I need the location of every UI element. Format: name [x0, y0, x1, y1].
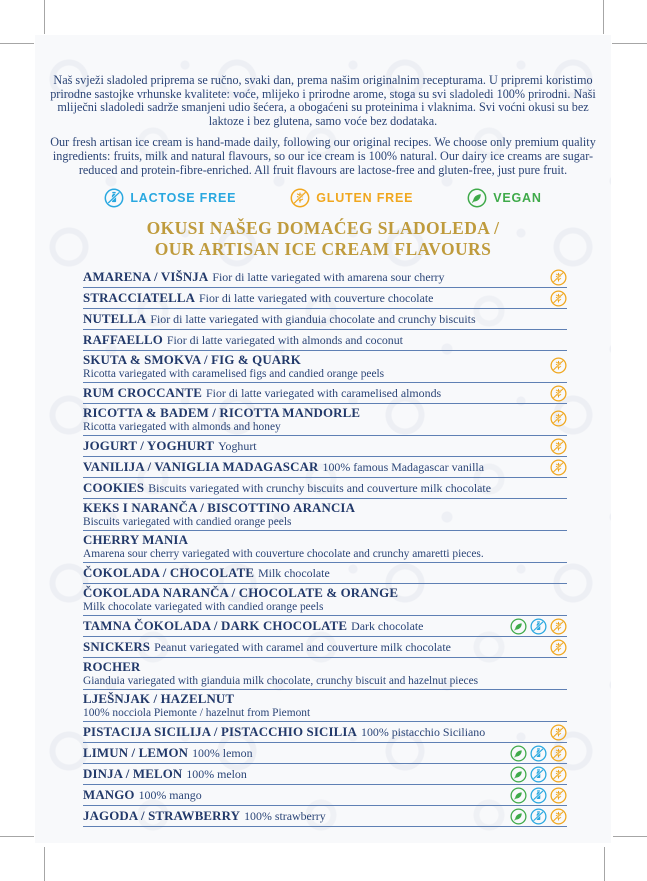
flavour-name: KEKS I NARANČA / BISCOTTINO ARANCIA [83, 501, 356, 516]
gluten-free-icon [290, 188, 310, 208]
crop-mark-bottom-left-v [44, 847, 45, 881]
lactose-free-icon [530, 745, 547, 762]
badge-label: LACTOSE FREE [130, 191, 237, 206]
flavour-description: Fior di latte variegated with caramelised almonds [206, 386, 442, 401]
gluten-free-icon [550, 269, 567, 286]
flavour-row [83, 330, 567, 351]
flavour-row [83, 383, 567, 404]
flavour-description: Fior di latte variegated with amarena sour cherry [212, 270, 445, 285]
flavour-description: 100% lemon [192, 746, 253, 761]
flavour-name: JAGODA / STRAWBERRY [83, 809, 241, 824]
flavour-description: 100% nocciola Piemonte / hazelnut from Piemont [83, 707, 311, 720]
flavour-name: CHERRY MANIA [83, 533, 189, 548]
flavour-name: LIMUN / LEMON [83, 746, 189, 761]
menu-title-line1: OKUSI NAŠEG DOMAĆEG SLADOLEDA / [146, 218, 500, 239]
dietary-badges-row [35, 188, 611, 208]
menu-title-line2: OUR ARTISAN ICE CREAM FLAVOURS [154, 239, 492, 260]
gluten-free-icon [550, 290, 567, 307]
flavour-diet-icons [510, 745, 567, 762]
crop-mark-bottom-right-h [613, 836, 647, 837]
flavour-name: ROCHER [83, 660, 141, 675]
gluten-free-icon [550, 385, 567, 402]
flavour-row [83, 785, 567, 806]
flavour-name: COOKIES [83, 481, 145, 496]
flavour-description: 100% melon [186, 767, 247, 782]
flavour-name: NUTELLA [83, 312, 147, 327]
flavour-name: SKUTA & SMOKVA / FIG & QUARK [83, 353, 301, 368]
flavour-description: Peanut variegated with caramel and couverture milk chocolate [154, 640, 451, 655]
badge-gluten-free [290, 188, 413, 208]
badge-lactose-free [104, 188, 236, 208]
vegan-icon [510, 766, 527, 783]
flavour-row [83, 436, 567, 457]
crop-mark-bottom-right-v [604, 847, 605, 881]
flavour-row [83, 764, 567, 785]
flavour-row [83, 616, 567, 637]
flavour-description: Gianduia variegated with gianduia milk chocolate, crunchy biscuit and hazelnut pieces [83, 675, 479, 688]
flavour-diet-icons [550, 357, 567, 374]
gluten-free-icon [550, 357, 567, 374]
lactose-free-icon [104, 188, 124, 208]
flavour-row [83, 457, 567, 478]
gluten-free-icon [550, 438, 567, 455]
flavour-row [83, 499, 567, 531]
menu-card [35, 35, 611, 843]
intro-paragraph-english: Our fresh artisan ice cream is hand-made daily, following our original recipes. We choose only premium quality ingredients: fruits, milk and natural flavours, so our ice cream is 100% natural. Our dairy ice creams are sugar-reduced and protein-fibre-enriched. All fruit flavours are lactose-free and gluten-free, just pure fruit. [50, 135, 596, 177]
flavour-name: JOGURT / YOGHURT [83, 439, 215, 454]
flavour-description: Ricotta variegated with caramelised figs and candied orange peels [83, 368, 385, 381]
flavour-name: RAFFAELLO [83, 333, 163, 348]
crop-mark-top-right-h [612, 43, 647, 44]
vegan-icon [510, 787, 527, 804]
flavour-diet-icons [510, 766, 567, 783]
flavour-name: STRACCIATELLA [83, 291, 196, 306]
flavour-diet-icons [550, 724, 567, 741]
lactose-free-icon [530, 787, 547, 804]
flavour-description: 100% strawberry [244, 809, 326, 824]
flavour-name: ČOKOLADA NARANČA / CHOCOLATE & ORANGE [83, 586, 399, 601]
flavour-description: Dark chocolate [351, 619, 424, 634]
flavour-row [83, 288, 567, 309]
flavour-name: ČOKOLADA / CHOCOLATE [83, 566, 255, 581]
flavour-row [83, 267, 567, 288]
flavour-description: 100% famous Madagascar vanilla [322, 460, 484, 475]
flavour-diet-icons [510, 618, 567, 635]
flavour-diet-icons [510, 787, 567, 804]
flavour-row [83, 563, 567, 584]
flavour-name: TAMNA ČOKOLADA / DARK CHOCOLATE [83, 619, 348, 634]
flavour-description: Yoghurt [218, 439, 257, 454]
vegan-icon [510, 745, 527, 762]
crop-mark-top-left-v [44, 0, 45, 34]
flavour-description: Fior di latte variegated with gianduia chocolate and crunchy biscuits [150, 312, 476, 327]
flavour-name: DINJA / MELON [83, 767, 183, 782]
flavour-row [83, 743, 567, 764]
flavour-diet-icons [510, 808, 567, 825]
lactose-free-icon [530, 808, 547, 825]
flavour-diet-icons [550, 639, 567, 656]
flavour-diet-icons [550, 410, 567, 427]
flavour-description: 100% mango [138, 788, 202, 803]
gluten-free-icon [550, 766, 567, 783]
flavour-name: AMARENA / VIŠNJA [83, 270, 209, 285]
crop-mark-top-right-v [603, 0, 604, 34]
flavour-description: Amarena sour cherry variegated with couverture chocolate and crunchy amaretti pieces. [83, 548, 484, 561]
gluten-free-icon [550, 459, 567, 476]
gluten-free-icon [550, 724, 567, 741]
flavour-row [83, 584, 567, 616]
gluten-free-icon [550, 639, 567, 656]
flavour-name: MANGO [83, 788, 135, 803]
flavour-row [83, 309, 567, 330]
flavour-name: LJEŠNJAK / HAZELNUT [83, 692, 235, 707]
flavour-diet-icons [550, 290, 567, 307]
gluten-free-icon [550, 618, 567, 635]
flavour-row [83, 806, 567, 827]
gluten-free-icon [550, 787, 567, 804]
flavour-description: Milk chocolate [258, 566, 330, 581]
flavour-row [83, 637, 567, 658]
flavour-description: Fior di latte variegated with almonds and coconut [166, 333, 403, 348]
gluten-free-icon [550, 808, 567, 825]
flavour-row [83, 351, 567, 383]
badge-label: GLUTEN FREE [316, 191, 414, 206]
flavour-description: Milk chocolate variegated with candied orange peels [83, 601, 324, 614]
badge-label: VEGAN [493, 191, 542, 206]
flavour-description: Biscuits variegated with crunchy biscuits and couverture milk chocolate [148, 481, 491, 496]
flavour-diet-icons [550, 269, 567, 286]
flavour-list [83, 267, 567, 827]
flavour-row [83, 722, 567, 743]
flavour-description: Ricotta variegated with almonds and honey [83, 421, 281, 434]
crop-mark-bottom-left-h [0, 836, 34, 837]
badge-vegan [467, 188, 541, 208]
gluten-free-icon [550, 745, 567, 762]
flavour-row [83, 658, 567, 690]
flavour-description: 100% pistacchio Siciliano [361, 725, 486, 740]
flavour-diet-icons [550, 459, 567, 476]
intro-paragraph-croatian: Naš svježi sladoled priprema se ručno, svaki dan, prema našim originalnim recepturama. U pripremi koristimo prirodne sastojke vrhunske kvalitete: voće, mlijeko i prirodne arome, stoga su svi sladoledi 100% prirodni. Naši mliječni sladoledi sadrže smanjeni udio šećera, a obogaćeni su proteinima i vlaknima. Svi voćni okusi su bez laktoze i bez glutena, samo voće bez dodataka. [50, 73, 596, 128]
lactose-free-icon [530, 618, 547, 635]
flavour-diet-icons [550, 438, 567, 455]
flavour-row [83, 478, 567, 499]
flavour-row [83, 404, 567, 436]
vegan-icon [510, 618, 527, 635]
menu-title [35, 218, 611, 260]
vegan-icon [467, 188, 487, 208]
flavour-row [83, 531, 567, 563]
flavour-name: RICOTTA & BADEM / RICOTTA MANDORLE [83, 406, 361, 421]
flavour-name: RUM CROCCANTE [83, 386, 203, 401]
crop-mark-top-left-h [0, 43, 34, 44]
flavour-name: SNICKERS [83, 640, 151, 655]
lactose-free-icon [530, 766, 547, 783]
flavour-name: PISTACIJA SICILIJA / PISTACCHIO SICILIA [83, 725, 358, 740]
flavour-row [83, 690, 567, 722]
gluten-free-icon [550, 410, 567, 427]
flavour-description: Fior di latte variegated with couverture chocolate [199, 291, 434, 306]
flavour-description: Biscuits variegated with candied orange peels [83, 516, 292, 529]
flavour-diet-icons [550, 385, 567, 402]
vegan-icon [510, 808, 527, 825]
flavour-name: VANILIJA / VANIGLIA MADAGASCAR [83, 460, 319, 475]
